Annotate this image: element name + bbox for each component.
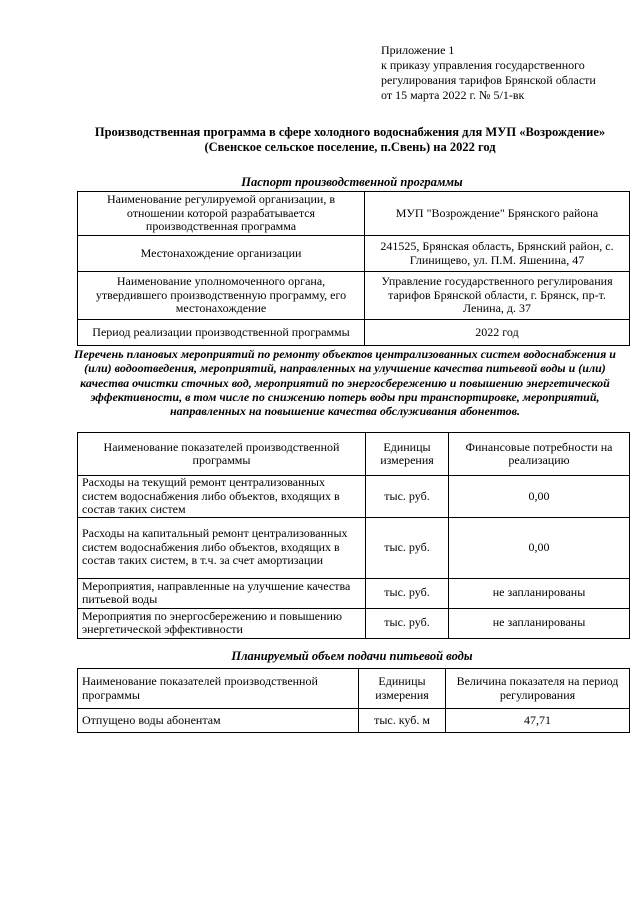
appendix-line: от 15 марта 2022 г. № 5/1-вк <box>381 88 525 102</box>
column-header: Наименование показателей производственной программы <box>78 433 366 476</box>
passport-label: Местонахождение организации <box>78 236 365 272</box>
appendix-line: регулирования тарифов Брянской области <box>381 73 596 87</box>
indicator-unit: тыс. куб. м <box>359 709 446 733</box>
supply-table <box>77 668 630 733</box>
table-row <box>78 320 630 346</box>
indicator-value: не запланированы <box>449 578 630 608</box>
indicator-name: Мероприятия по энергосбережению и повышению энергетической эффективности <box>78 608 366 638</box>
title-line-1: Производственная программа в сфере холодного водоснабжения для МУП «Возрождение» <box>94 125 606 139</box>
indicator-unit: тыс. руб. <box>366 608 449 638</box>
document-title <box>60 125 640 155</box>
passport-value: Управление государственного регулирования тарифов Брянской области, г. Брянск, пр-т. Ленина, д. 37 <box>365 272 630 320</box>
indicator-name: Расходы на текущий ремонт централизованных систем водоснабжения либо объектов, входящих в состав таких систем <box>78 476 366 518</box>
table-row <box>78 192 630 236</box>
column-header: Единицы измерения <box>366 433 449 476</box>
indicator-value: не запланированы <box>449 608 630 638</box>
appendix-line: Приложение 1 <box>381 43 455 57</box>
table-row <box>78 236 630 272</box>
table-row <box>78 608 630 638</box>
passport-value: 241525, Брянская область, Брянский район, с. Глинищево, ул. П.М. Яшенина, 47 <box>365 236 630 272</box>
table-row <box>78 272 630 320</box>
passport-table <box>77 191 630 346</box>
appendix-block <box>381 43 596 103</box>
indicator-value: 47,71 <box>446 709 630 733</box>
indicator-name: Расходы на капитальный ремонт централизованных систем водоснабжения либо объектов, входящих в состав таких систем, в т.ч. за счет амортизации <box>78 517 366 578</box>
column-header: Наименование показателей производственной программы <box>78 669 359 709</box>
passport-label: Наименование регулируемой организации, в отношении которой разрабатывается производственная программа <box>78 192 365 236</box>
passport-heading: Паспорт производственной программы <box>241 175 463 189</box>
title-line-2: (Свенское сельское поселение, п.Свень) на 2022 год <box>204 140 496 154</box>
indicator-name: Отпущено воды абонентам <box>78 709 359 733</box>
appendix-line: к приказу управления государственного <box>381 58 585 72</box>
column-header: Единицы измерения <box>359 669 446 709</box>
table-header-row <box>78 669 630 709</box>
activities-heading: Перечень плановых мероприятий по ремонту объектов централизованных систем водоснабжения и (или) водоотведения, мероприятий, направленных на улучшение качества питьевой воды и (или) качества очистки сточных вод, мероприятий по энергосбережению и повышению энергетической эффективности, в том числе по снижению потерь воды при транспортировке, мероприятий, направленных на повышение качества обслуживания абонентов. <box>74 347 616 419</box>
column-header: Величина показателя на период регулирования <box>446 669 630 709</box>
indicator-value: 0,00 <box>449 476 630 518</box>
indicator-name: Мероприятия, направленные на улучшение качества питьевой воды <box>78 578 366 608</box>
passport-label: Период реализации производственной программы <box>78 320 365 346</box>
table-row <box>78 517 630 578</box>
table-row <box>78 476 630 518</box>
table-row <box>78 709 630 733</box>
table-row <box>78 578 630 608</box>
indicator-value: 0,00 <box>449 517 630 578</box>
passport-value: 2022 год <box>365 320 630 346</box>
activities-table <box>77 432 630 639</box>
passport-value: МУП "Возрождение" Брянского района <box>365 192 630 236</box>
table-header-row <box>78 433 630 476</box>
supply-heading: Планируемый объем подачи питьевой воды <box>231 649 473 663</box>
indicator-unit: тыс. руб. <box>366 476 449 518</box>
passport-label: Наименование уполномоченного органа, утвердившего производственную программу, его местонахождение <box>78 272 365 320</box>
column-header: Финансовые потребности на реализацию <box>449 433 630 476</box>
indicator-unit: тыс. руб. <box>366 578 449 608</box>
indicator-unit: тыс. руб. <box>366 517 449 578</box>
